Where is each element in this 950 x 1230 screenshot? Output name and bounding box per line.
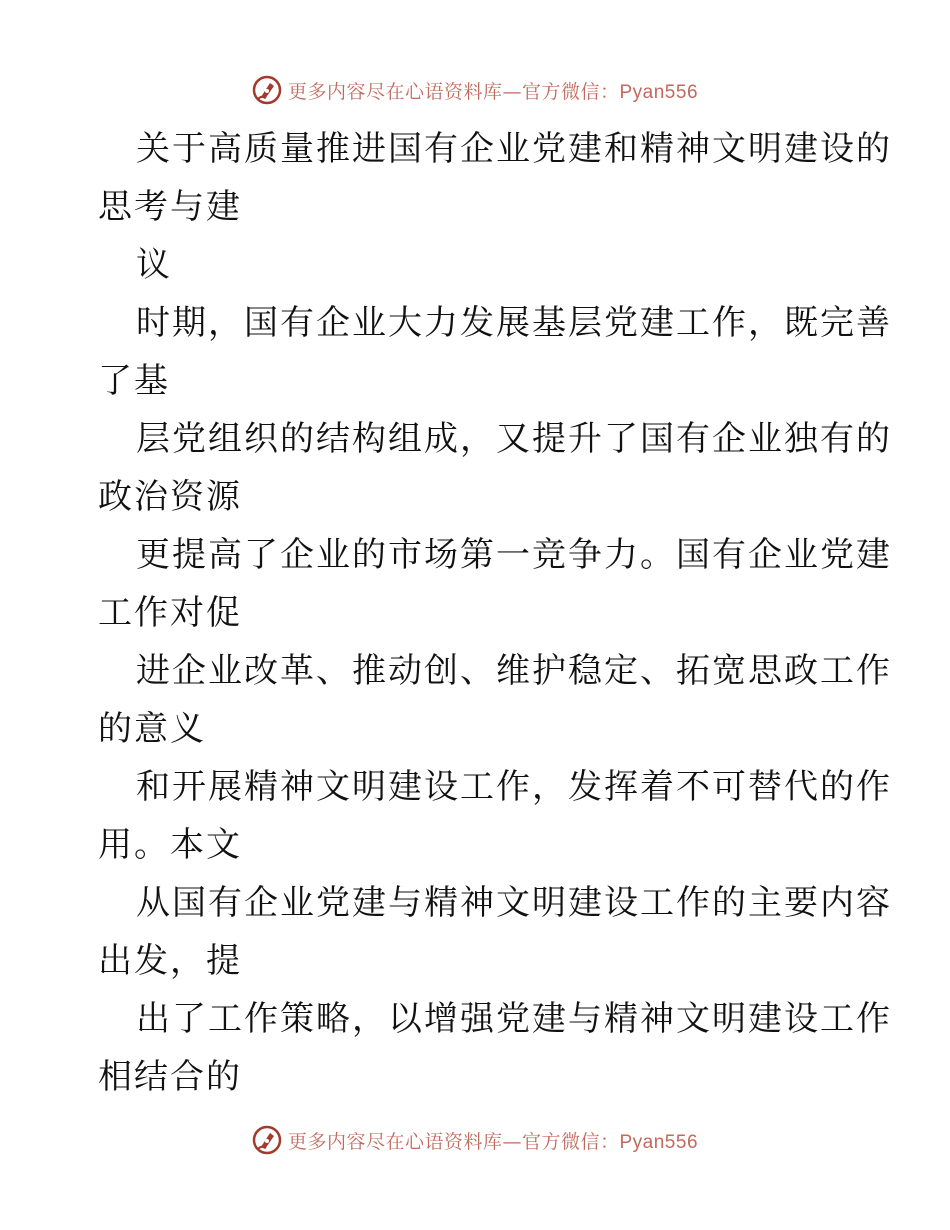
text-line: 议 (136, 245, 172, 285)
text-line: 关于高质量推进国有企业党建和精神文明建设的 (136, 129, 892, 169)
text-line: 思考与建 (98, 187, 242, 227)
text-line: 更提高了企业的市场第一竞争力。国有企业党建 (136, 535, 892, 575)
text-line: 政治资源 (98, 477, 242, 517)
text-line: 出发，提 (98, 941, 242, 981)
text-line: 和开展精神文明建设工作，发挥着不可替代的作 (136, 767, 892, 807)
text-line: 了基 (98, 361, 170, 401)
text-line: 用。本文 (98, 825, 242, 865)
footer-watermark (0, 1122, 950, 1158)
watermark-text: 更多内容尽在心语资料库—官方微信：Pyan556 (287, 1130, 699, 1153)
text-line: 工作对促 (98, 593, 242, 633)
text-line: 从国有企业党建与精神文明建设工作的主要内容 (136, 883, 892, 923)
header-watermark (0, 72, 950, 108)
pen-nib-logo-icon (252, 1125, 282, 1155)
document-body (98, 120, 892, 1106)
text-line: 时期，国有企业大力发展基层党建工作，既完善 (136, 303, 892, 343)
text-line: 层党组织的结构组成，又提升了国有企业独有的 (136, 419, 892, 459)
watermark-text: 更多内容尽在心语资料库—官方微信：Pyan556 (287, 80, 699, 103)
text-line: 相结合的 (98, 1057, 242, 1097)
text-line: 的意义 (98, 709, 206, 749)
pen-nib-logo-icon (252, 75, 282, 105)
text-line: 出了工作策略，以增强党建与精神文明建设工作 (136, 999, 892, 1039)
text-line: 进企业改革、推动创、维护稳定、拓宽思政工作 (136, 651, 892, 691)
